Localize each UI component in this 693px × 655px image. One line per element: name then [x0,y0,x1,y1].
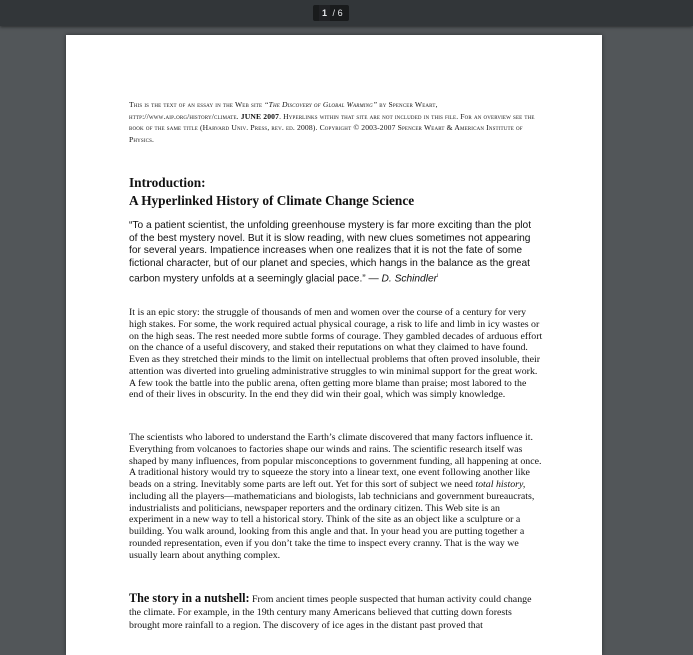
page-title [129,174,549,209]
header-note-date: JUNE 2007 [240,111,280,121]
nutshell-heading: The story in a nutshell: [129,591,250,605]
intro-heading: Introduction: [129,175,206,190]
paragraph-text: The scientists who labored to understand the Earth’s climate discovered that many factors influence it. Everything from volcanoes to factories shape our winds and rains. The scientific research itself was shaped by many influences, from popular misconceptions to government funding, all happening at once. A traditional history would try to squeeze the story into a linear text, one event following another like beads on a string. Inevitably some parts are left out. Yet for this sort of subject we need [129,432,542,490]
paragraph-epic-story: It is an epic story: the struggle of thousands of men and women over the course of a century for very high stakes. For some, the work required actual physical courage, a risk to life and limb in icy wastes or on the high seas. The rest needed more subtle forms of courage. They gambled decades of arduous effort on the chance of a useful discovery, and staked their reputations on what they claimed to have found. Even as they stretched their minds to the limit on intellectual problems that often proved insoluble, their attention was diverted into grueling administrative struggles to win minimal support for the great work. A few took the battle into the public arena, often getting more blame than praise; most labored to the end of their lives in obscurity. In the end they did win their goal, which was simply knowledge. [129,307,543,401]
page-separator: / [332,8,336,18]
intro-subheading: A Hyperlinked History of Climate Change Science [129,192,415,208]
total-pages: 6 [337,8,343,18]
paragraph-scientists [129,432,543,561]
header-note-text: This is the text of an essay in the Web site [129,100,265,109]
emphasis-total-history: total history, [475,479,526,490]
header-note [129,99,549,146]
current-page-number[interactable]: 1 [319,5,330,21]
pdf-viewer-toolbar [0,0,693,26]
footnote-mark[interactable]: i [437,273,439,280]
pdf-page [66,35,602,655]
paragraph-text: including all the players—mathematicians and biologists, lab technicians and government bureaucrats, industrialists and politicians, newspaper reporters and the ordinary citizen. This Web site is an experiment in a new way to tell a historical story. Think of the site as an object like a sculpture or a building. You walk around, looking from this angle and that. In your head you are putting together a rounded representation, even if you don’t take the time to inspect every cranny. That is the way we usually learn about anything complex. [129,490,535,561]
page-indicator[interactable] [313,5,349,21]
header-note-url: by Spencer Weart, http://www.aip.org/history/climate. [129,100,438,121]
epigraph-quote [129,220,539,286]
quote-text: “To a patient scientist, the unfolding greenhouse mystery is far more exciting than the plot of the best mystery novel. But it is slow reading, with new clues sometimes not appearing for several years. Impatience increases when one realizes that it is not the fate of some fictional character, but of our planet and species, which hangs in the balance as the great carbon mystery unfolds at a seemingly glacial pace.” — [129,220,532,285]
header-note-copyright: . Hyperlinks within that site are not included in this file. For an overview see the book of the same title (Harvard Univ. Press, rev. ed. 2008). Copyright © 2003-2007 Spencer Weart & American Institute of Physics. [129,111,535,145]
site-title: “The Discovery of Global Warming” [264,100,378,109]
paragraph-nutshell [129,592,543,633]
quote-author: D. Schindler [381,273,438,285]
nutshell-text: From ancient times people suspected that human activity could change the climate. For example, in the 19th century many Americans believed that cutting down forests brought more rainfall to a region. The discovery of ice ages in the distant past proved that [129,594,532,632]
